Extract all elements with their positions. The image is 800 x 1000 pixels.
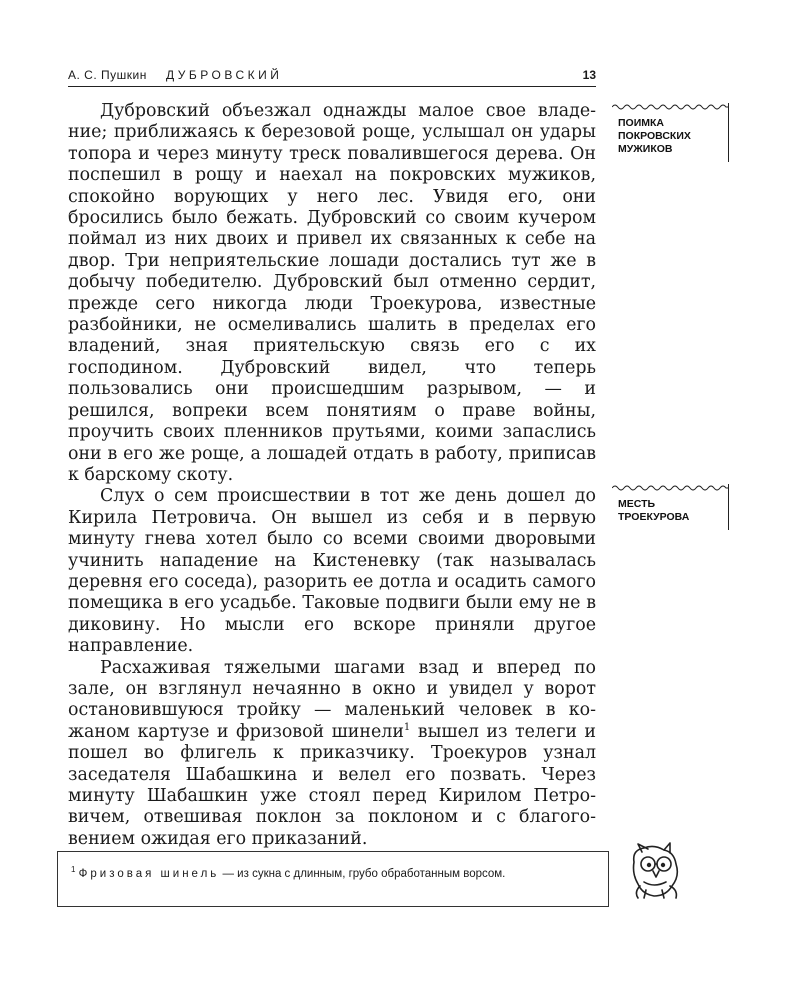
paragraph-text: Дубровский объезжал однажды малое свое владение; приближаясь к березовой роще, услышал он удары топора и через минуту треск повалившегося дерева. Он поспешил в рощу и наехал на покровских мужиков, спокойно ворующих у него лес. Увидя его, они бросились было бежать. Дубровский со своим кучером поймал из них двоих и привел их связанных к себе на двор. Три неприятельские лошади достались тут же в добычу победителю. Дубровский был отменно сердит, прежде сего никогда люди Троекурова, известные разбойники, не осмеливались шалить в пределах его владений, зная приятельскую связь его с их господином. Дубровский видел, что теперь пользовались они происшедшим разрывом, — и решился, вопреки всем понятиям о праве войны, проучить своих пленников прутьями, коими запаслись они в его же роще, а лошадей отдать в работу, приписав к барскому скоту. <box>68 101 596 485</box>
footnote-box <box>57 851 609 907</box>
paragraph-text: Слух о сем происшествии в тот же день дошел до Кирила Петровича. Он вышел из себя и в первую минуту гнева хотел было со всеми своими дворовыми учинить нападение на Кистеневку (так называлась деревня его соседа), разорить ее дотла и осадить самого помещика в его усадьбе. Таковые подвиги были ему не в диковину. Но мысли его вскоре приняли другое направление. <box>68 486 596 657</box>
footnote-text: — из сукна с длинным, грубо обработанным ворсом. <box>219 868 506 880</box>
wavy-rule-icon <box>612 484 728 492</box>
side-note-capture <box>612 103 729 162</box>
header-author: А. С. Пушкин <box>68 68 147 82</box>
footnote-term: Фризовая шинель <box>78 868 220 880</box>
paragraph-text: вышел из телеги и пошел во флигель к приказчику. Троекуров узнал заседателя Шабашкина и велел его позвать. Через минуту Шабашкин уже стоял перед Кирилом Петровичем, отвешивая поклон за поклоном и с благоговением ожидая его приказаний. <box>68 721 596 849</box>
paragraph <box>68 486 596 657</box>
paragraph <box>68 658 596 851</box>
page-number: 13 <box>582 68 596 82</box>
footnote-reference: 1 <box>403 721 411 733</box>
header-title: ДУБРОВСКИЙ <box>166 68 283 82</box>
paragraph <box>68 101 596 486</box>
main-text <box>68 101 596 850</box>
paragraph-text: Расхаживая тяжелыми шагами взад и вперед по зале, он взглянул нечаянно в окно и увидел у ворот остановившуюся тройку — маленький человек в кожаном картузе и фризовой шинели <box>68 657 596 742</box>
side-note-label: МЕСТЬ ТРОЕКУРОВА <box>618 498 690 523</box>
footnote-marker: 1 <box>71 865 76 874</box>
owl-icon <box>624 840 686 902</box>
running-header <box>68 64 596 87</box>
wavy-rule-icon <box>612 103 728 111</box>
side-note-label: ПОИМКА ПОКРОВСКИХ МУЖИКОВ <box>618 117 691 155</box>
side-note-revenge <box>612 484 729 530</box>
